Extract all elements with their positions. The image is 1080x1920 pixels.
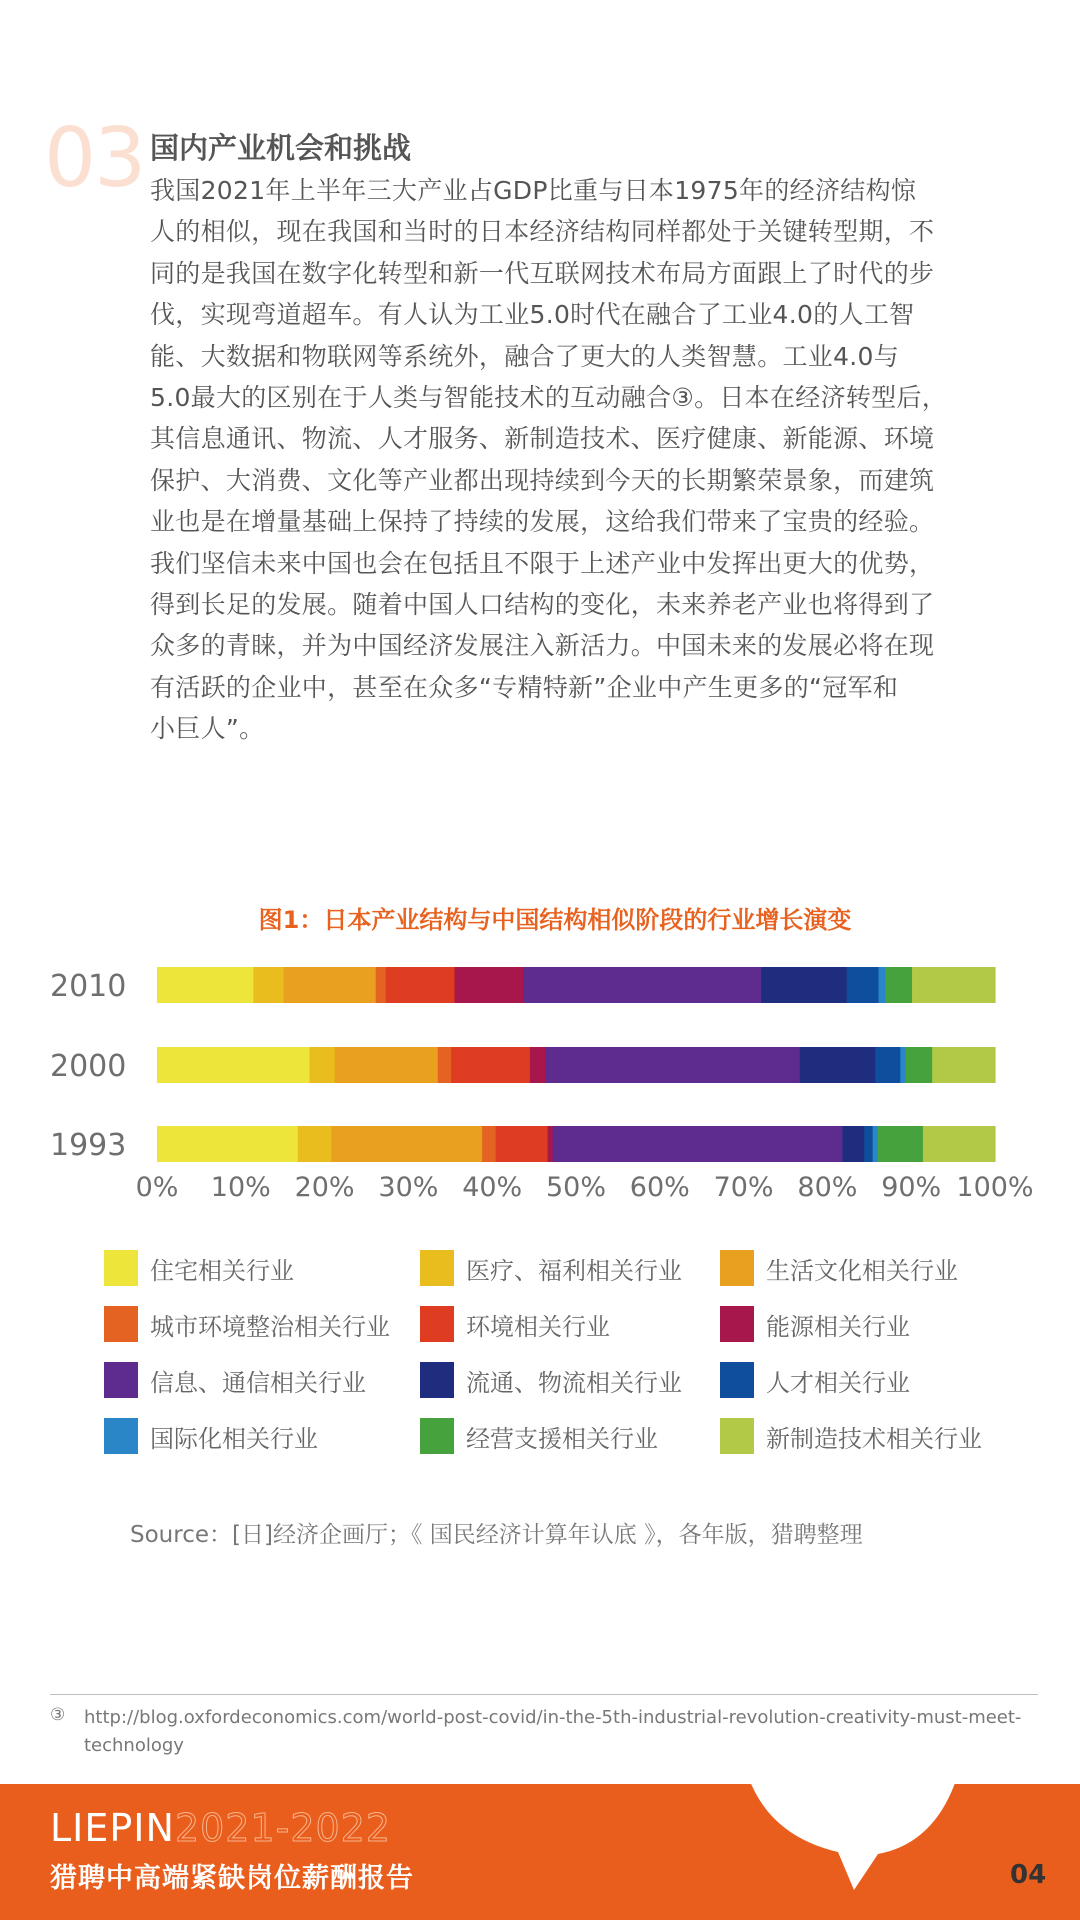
x-tick-label: 30%: [378, 1172, 439, 1200]
bar-category-label: 2000: [50, 1049, 127, 1084]
bar-segment: [157, 1047, 310, 1083]
legend-label: 信息、通信相关行业: [150, 1368, 366, 1397]
bar-segment: [545, 1047, 800, 1083]
legend-label: 能源相关行业: [766, 1312, 910, 1341]
body-line: 我国2021年上半年三大产业占GDP比重与日本1975年的经济结构惊: [150, 176, 917, 205]
body-line: 得到长足的发展。随着中国人口结构的变化，未来养老产业也将得到了: [150, 589, 935, 619]
bar-category-label: 1993: [50, 1128, 127, 1163]
body-line: 业也是在增量基础上保持了持续的发展，这给我们带来了宝贵的经验。: [150, 507, 935, 537]
legend-label: 医疗、福利相关行业: [466, 1256, 682, 1285]
body-line: 我们坚信未来中国也会在包括且不限于上述产业中发挥出更大的优势，: [150, 548, 935, 578]
bar-segment: [496, 1126, 549, 1162]
section-number: 03: [44, 111, 145, 206]
bar-segment: [885, 967, 912, 1003]
bar-segment: [932, 1047, 995, 1083]
bar-segment: [873, 1126, 879, 1162]
legend-item: [720, 1306, 910, 1342]
brand-name: LIEPIN: [50, 1806, 175, 1850]
legend-swatch: [420, 1250, 454, 1286]
bar-segment: [864, 1126, 873, 1162]
page-number: 04: [1010, 1860, 1047, 1890]
legend-swatch: [104, 1306, 138, 1342]
bar-segment: [310, 1047, 336, 1083]
body-line: 人的相似，现在我国和当时的日本经济结构同样都处于关键转型期，不: [150, 217, 935, 247]
body-line: 众多的青睐，并为中国经济发展注入新活力。中国未来的发展必将在现: [150, 631, 935, 661]
bar-segment: [923, 1126, 996, 1162]
body-line: 其信息通讯、物流、人才服务、新制造技术、医疗健康、新能源、环境: [150, 424, 935, 454]
legend-swatch: [720, 1362, 754, 1398]
bar-segment: [530, 1047, 546, 1083]
legend-item: [104, 1362, 366, 1398]
section-title: 国内产业机会和挑战: [150, 131, 412, 165]
bar-segment: [875, 1047, 901, 1083]
bar-category-label: 2010: [50, 969, 127, 1004]
body-line: 能、大数据和物联网等系统外，融合了更大的人类智慧。工业4.0与: [150, 341, 900, 371]
bar-segment: [905, 1047, 932, 1083]
legend-swatch: [720, 1418, 754, 1454]
bar-segment: [548, 1126, 554, 1162]
legend-swatch: [104, 1362, 138, 1398]
legend-swatch: [420, 1418, 454, 1454]
legend-swatch: [720, 1250, 754, 1286]
bar-segment: [878, 1126, 924, 1162]
body-line: 小巨人”。: [150, 714, 265, 744]
bar-segment: [284, 967, 377, 1003]
legend-item: [720, 1250, 958, 1286]
x-tick-label: 50%: [545, 1172, 607, 1200]
bar-segment: [454, 967, 523, 1003]
legend-item: [104, 1250, 294, 1286]
brand-years: 2021-2022: [174, 1806, 392, 1850]
bar-segment: [376, 967, 387, 1003]
bar-segment: [157, 967, 254, 1003]
legend-swatch: [420, 1306, 454, 1342]
legend-item: [420, 1306, 610, 1342]
legend-label: 经营支援相关行业: [466, 1424, 658, 1453]
bar-segment: [386, 967, 455, 1003]
bar-segment: [451, 1047, 530, 1083]
report-title: 猎聘中高端紧缺岗位薪酬报告: [50, 1863, 414, 1894]
legend-swatch: [104, 1418, 138, 1454]
legend-label: 国际化相关行业: [150, 1424, 318, 1453]
stacked-bar-chart: [0, 940, 1080, 1200]
legend-label: 人才相关行业: [766, 1368, 910, 1397]
bar-segment: [761, 967, 847, 1003]
legend-label: 城市环境整治相关行业: [150, 1312, 390, 1341]
bar-segment: [298, 1126, 332, 1162]
legend-label: 流通、物流相关行业: [466, 1368, 682, 1397]
legend-item: [104, 1306, 390, 1342]
body-line: 同的是我国在数字化转型和新一代互联网技术布局方面跟上了时代的步: [150, 258, 935, 288]
bar-segment: [912, 967, 996, 1003]
bar-segment: [847, 967, 879, 1003]
bar-segment: [335, 1047, 439, 1083]
brand-logo: [50, 1806, 391, 1850]
bar-segment: [800, 1047, 876, 1083]
x-tick-label: 70%: [713, 1172, 774, 1200]
bar-segment: [900, 1047, 906, 1083]
bar-segment: [842, 1126, 864, 1162]
legend-swatch: [720, 1306, 754, 1342]
bar-segment: [253, 967, 284, 1003]
legend-label: 环境相关行业: [466, 1312, 610, 1341]
footnote-url: http://blog.oxfordeconomics.com/world-post-covid/in-the-5th-industrial-revolution-creativity-must-meet-technology: [84, 1707, 1022, 1756]
x-tick-label: 60%: [629, 1172, 690, 1200]
bar-segment: [331, 1126, 482, 1162]
legend-swatch: [104, 1250, 138, 1286]
body-line: 保护、大消费、文化等产业都出现持续到今天的长期繁荣景象，而建筑: [150, 465, 935, 495]
x-tick-label: 80%: [797, 1172, 858, 1200]
x-tick-label: 100%: [956, 1172, 1034, 1200]
legend-item: [720, 1362, 910, 1398]
x-tick-label: 0%: [135, 1172, 179, 1200]
legend-label: 新制造技术相关行业: [766, 1424, 982, 1453]
body-line: 伐，实现弯道超车。有人认为工业5.0时代在融合了工业4.0的人工智: [150, 300, 915, 330]
source-note: Source：[日]经济企画厅；《 国民经济计算年认底 》，各年版，猎聘整理: [130, 1522, 863, 1548]
body-line: 有活跃的企业中，甚至在众多“专精特新”企业中产生更多的“冠军和: [150, 672, 899, 702]
footnote-divider: [50, 1694, 1038, 1695]
bar-segment: [157, 1126, 298, 1162]
speech-bubble-graphic: [746, 1740, 996, 1920]
body-paragraph: [150, 170, 1000, 749]
legend-label: 生活文化相关行业: [766, 1256, 958, 1285]
legend-item: [104, 1418, 318, 1454]
legend-item: [420, 1418, 658, 1454]
x-tick-label: 40%: [462, 1172, 523, 1200]
bar-segment: [438, 1047, 452, 1083]
legend-label: 住宅相关行业: [150, 1256, 294, 1285]
x-tick-label: 10%: [210, 1172, 271, 1200]
legend-item: [420, 1250, 682, 1286]
footnote-marker: ③: [50, 1705, 66, 1725]
x-tick-label: 90%: [881, 1172, 942, 1200]
bar-segment: [879, 967, 886, 1003]
x-tick-label: 20%: [294, 1172, 355, 1200]
chart-title: 图1：日本产业结构与中国结构相似阶段的行业增长演变: [258, 906, 852, 934]
bar-segment: [482, 1126, 496, 1162]
body-line: 5.0最大的区别在于人类与智能技术的互动融合③。日本在经济转型后，: [150, 382, 948, 412]
legend-swatch: [420, 1362, 454, 1398]
bar-segment: [523, 967, 762, 1003]
legend-item: [720, 1418, 982, 1454]
bar-segment: [553, 1126, 844, 1162]
legend-item: [420, 1362, 682, 1398]
